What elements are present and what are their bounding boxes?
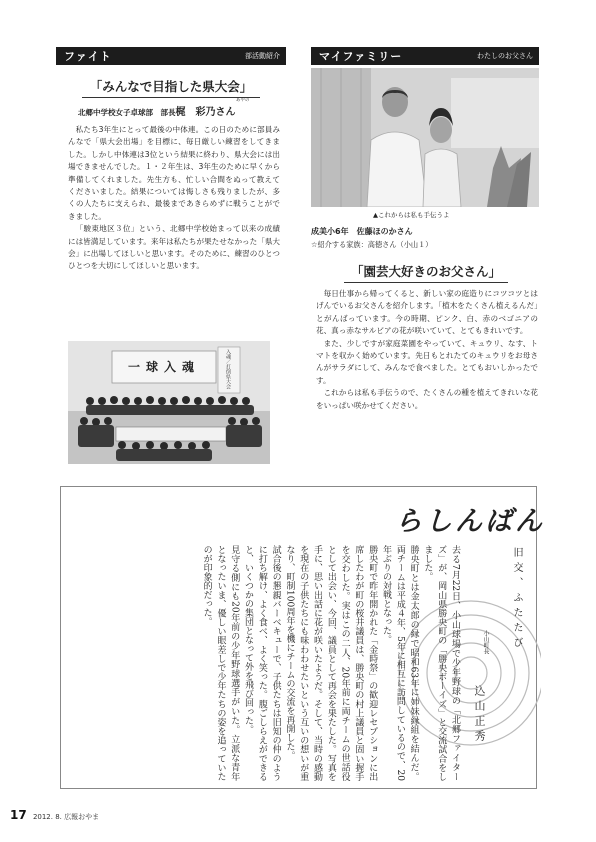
issue-date: 2012. 8.	[32, 813, 62, 821]
publication-name: 広報おやま	[64, 813, 100, 821]
family-author-line: 成美小6年 佐藤ほのかさん	[311, 227, 413, 236]
essay-author-role: 小山町長	[482, 630, 489, 654]
family-section-title: マイファミリー	[319, 50, 403, 63]
byline-org: 北郷中学校女子卓球部 部長	[78, 108, 176, 117]
fight-headline: 「みんなで目指した県大会」	[82, 77, 260, 98]
page-footer	[10, 808, 99, 822]
essay-paragraph-3: 勝央町で昨年開かれた「金時祭」の歓迎レセプションに出席したわが町の桜井議員は、勝央町の村上議員と固い握手を交わした。実はこの二人、20年前に両チームの世話役として出会い、今回、議員として再会を果たした。写真を手に、思い出話に花が咲いたようだ。そして、当時の感動を現在の子供たちにも味わわせたいという互いの想いが重なり、町制100周年を機にチームの交流を再開した。	[284, 545, 378, 781]
family-section-bar	[311, 47, 539, 65]
essay-paragraph-1: 去る7月22日、小山球場で少年野球の「北郷ファイターズ」が、岡山県勝央町の「勝央ボーイズ」と交流試合をしました。	[422, 545, 460, 781]
fight-section-title: ファイト	[64, 50, 112, 63]
byline-name: 梶 彩乃さん	[175, 107, 236, 118]
essay-paragraph-4: 試合後の懇親バーベキューで、子供たちは旧知の仲のように打ち解け、よく食べ、よく笑った。腹ごしらえができると、いくつかの集団となって外を飛び回った。	[243, 545, 281, 781]
family-headline: 「園芸大好きのお父さん」	[344, 262, 508, 283]
essay-paragraph-5: 見守る側にも20年前の少年野球選手がいた。立派な青年となったいま、優しい眼差しで少年たちの姿を追っていたのが印象的だった。	[201, 545, 240, 781]
family-paragraph-1: 毎日仕事から帰ってくると、新しい家の庭造りにコツコツとはげんでいるお父さんを紹介します。「植木をたくさん植えるんだ」とがんばっています。今の時期、ピンク、白、赤のベゴニアの花、真っ赤なサルビアの花が咲いていて、とてもきれいです。	[316, 289, 538, 336]
family-photo-caption: ▲これからは私も手伝うよ	[373, 211, 450, 219]
family-section-subtitle: わたしのお父さん	[477, 52, 533, 60]
club-banner-side-text: 入魂／打倒県大会	[225, 349, 231, 389]
family-photo-illustration	[311, 68, 539, 207]
fight-article-body	[68, 124, 280, 336]
family-paragraph-3: これからは私も手伝うので、たくさんの種を植えてきれいな花をいっぱい咲かせてください。	[316, 388, 538, 410]
family-paragraph-2: また、少しですが家庭菜園をやっていて、キュウリ、なす、トマトを収かく始めています。先日もとれたてのキュウリをお母さんがサラダにして、みんなで食べました。とてもおいしかったです。	[316, 338, 538, 385]
club-banner-text: 一球入魂	[127, 360, 200, 374]
essay-body	[65, 545, 461, 781]
rashinban-column-frame	[60, 486, 545, 789]
family-intro-line: ☆紹介する家族：高徳さん（小山１）	[311, 240, 433, 249]
family-article-body	[316, 288, 538, 474]
father-daughter-photo	[311, 68, 539, 207]
page-number: 17	[10, 808, 27, 822]
essay-paragraph-2: 勝央町とは金太郎の縁で昭和63年に姉妹縁組を結んだ。両チームは平成４年、5年に相互に訪問しているので、20年ぶりの対戦となった。	[381, 545, 419, 781]
rashinban-logo: らしんばん	[395, 506, 545, 537]
fight-byline	[78, 103, 236, 118]
fight-section-bar	[56, 47, 286, 65]
essay-author-name: 込山正秀	[473, 685, 486, 745]
essay-title: 旧交、ふたたび	[511, 547, 522, 652]
byline-ruby: あやの	[236, 98, 250, 103]
fight-section-subtitle: 部活動紹介	[245, 52, 280, 60]
fight-paragraph-2: 「駿東地区３位」という、北郷中学校始まって以来の成績には皆満足しています。来年は私たちが果たせなかった「県大会」に出場してほしいと思います。そのために、練習のひとつひとつを大切にしてほしいと思います。	[68, 224, 280, 271]
fight-paragraph-1: 私たち3年生にとって最後の中体連。この日のために部員みんなで「県大会出場」を目標に、毎日厳しい練習をしてきました。しかし中体連は3位という結果に終わり、県大会には出場できませんでした。１・２年生は、3年生のために早くから準備してくれました。先生方も、忙しい合間をぬって教えてくださいました。結果については悔しさも残りましたが、多くの人たちに支えられ、最後まであきらめずに戦うことができました。	[68, 125, 280, 221]
table-tennis-club-photo	[68, 341, 270, 464]
